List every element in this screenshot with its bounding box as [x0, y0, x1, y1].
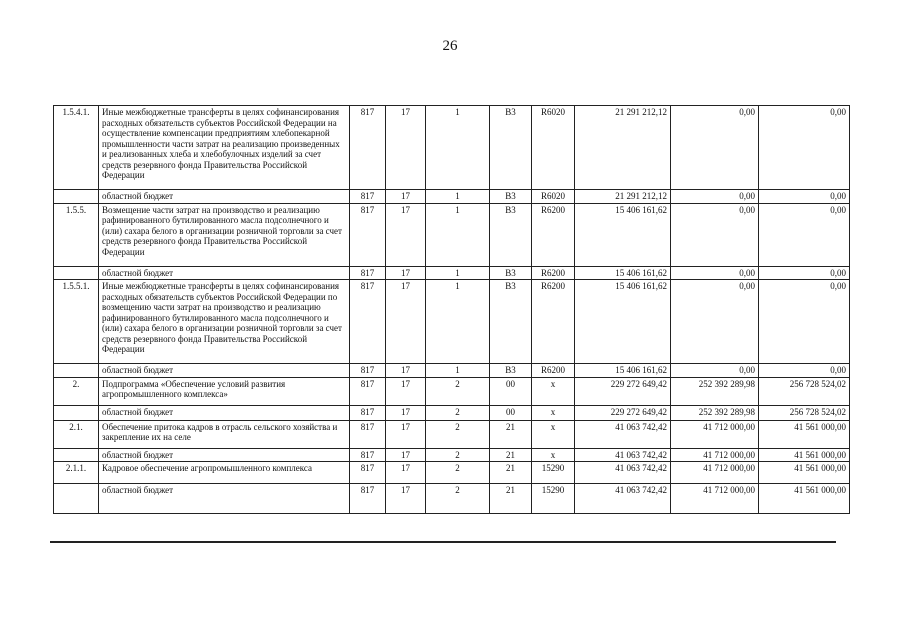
code-program: 17 — [386, 364, 426, 378]
amount-year-3: 41 561 000,00 — [759, 484, 850, 514]
code-subprogram: 2 — [426, 484, 490, 514]
code-program: 17 — [386, 190, 426, 204]
code-event: В3 — [490, 266, 532, 280]
code-direction: R6020 — [532, 106, 575, 190]
row-number: 2.1.1. — [54, 462, 99, 484]
amount-year-2: 252 392 289,98 — [671, 377, 759, 405]
row-number — [54, 405, 99, 420]
amount-year-2: 41 712 000,00 — [671, 484, 759, 514]
code-program: 17 — [386, 448, 426, 462]
amount-year-1: 21 291 212,12 — [575, 106, 671, 190]
amount-year-3: 0,00 — [759, 203, 850, 266]
code-event: 21 — [490, 462, 532, 484]
code-program: 17 — [386, 462, 426, 484]
code-ministry: 817 — [350, 203, 386, 266]
code-subprogram: 1 — [426, 364, 490, 378]
amount-year-1: 15 406 161,62 — [575, 280, 671, 364]
table-bottom-rule — [50, 541, 836, 543]
code-event: 21 — [490, 420, 532, 448]
page-number: 26 — [442, 38, 458, 54]
amount-year-3: 256 728 524,02 — [759, 405, 850, 420]
budget-table — [53, 105, 850, 514]
amount-year-2: 0,00 — [671, 190, 759, 204]
code-subprogram: 1 — [426, 106, 490, 190]
code-ministry: 817 — [350, 448, 386, 462]
row-description: Иные межбюджетные трансферты в целях софинансирования расходных обязательств субъектов Российской Федерации на осуществление компенсации предприятиям хлебопекарной промышленности части затрат на реализацию произведенных и реализованных хлеба и хлебобулочных изделий за счет средств резервного фонда Правительства Российской Федерации — [99, 106, 350, 190]
amount-year-2: 41 712 000,00 — [671, 420, 759, 448]
row-number: 2. — [54, 377, 99, 405]
amount-year-2: 0,00 — [671, 203, 759, 266]
code-direction: R6200 — [532, 280, 575, 364]
amount-year-2: 41 712 000,00 — [671, 462, 759, 484]
row-description: Иные межбюджетные трансферты в целях софинансирования расходных обязательств субъектов Российской Федерации по возмещению части затрат на производство и реализацию рафинированного бутилированного масла подсолнечного и (или) сахара белого в организации розничной торговли за счет средств резервного фонда Правительства Российской Федерации — [99, 280, 350, 364]
code-ministry: 817 — [350, 266, 386, 280]
amount-year-3: 41 561 000,00 — [759, 462, 850, 484]
row-number — [54, 484, 99, 514]
row-number: 1.5.5. — [54, 203, 99, 266]
amount-year-1: 41 063 742,42 — [575, 462, 671, 484]
code-subprogram: 1 — [426, 190, 490, 204]
amount-year-2: 0,00 — [671, 266, 759, 280]
code-event: В3 — [490, 280, 532, 364]
code-subprogram: 1 — [426, 280, 490, 364]
code-event: В3 — [490, 190, 532, 204]
row-number — [54, 364, 99, 378]
code-subprogram: 2 — [426, 377, 490, 405]
amount-year-1: 15 406 161,62 — [575, 266, 671, 280]
table-row — [54, 266, 850, 280]
row-description: областной бюджет — [99, 448, 350, 462]
code-ministry: 817 — [350, 106, 386, 190]
row-description: областной бюджет — [99, 364, 350, 378]
code-ministry: 817 — [350, 280, 386, 364]
amount-year-1: 21 291 212,12 — [575, 190, 671, 204]
row-description: Обеспечение притока кадров в отрасль сельского хозяйства и закрепление их на селе — [99, 420, 350, 448]
code-event: В3 — [490, 106, 532, 190]
table-row — [54, 203, 850, 266]
table-row — [54, 448, 850, 462]
code-program: 17 — [386, 106, 426, 190]
amount-year-1: 229 272 649,42 — [575, 405, 671, 420]
code-subprogram: 2 — [426, 405, 490, 420]
row-description: областной бюджет — [99, 266, 350, 280]
table-row — [54, 484, 850, 514]
code-subprogram: 2 — [426, 448, 490, 462]
amount-year-1: 41 063 742,42 — [575, 420, 671, 448]
amount-year-3: 0,00 — [759, 280, 850, 364]
code-subprogram: 1 — [426, 203, 490, 266]
code-direction: х — [532, 448, 575, 462]
row-number: 1.5.4.1. — [54, 106, 99, 190]
code-subprogram: 1 — [426, 266, 490, 280]
row-description: областной бюджет — [99, 484, 350, 514]
amount-year-2: 0,00 — [671, 280, 759, 364]
amount-year-2: 252 392 289,98 — [671, 405, 759, 420]
code-program: 17 — [386, 484, 426, 514]
code-event: 00 — [490, 377, 532, 405]
amount-year-2: 41 712 000,00 — [671, 448, 759, 462]
row-description: Кадровое обеспечение агропромышленного комплекса — [99, 462, 350, 484]
table-row — [54, 377, 850, 405]
amount-year-3: 0,00 — [759, 106, 850, 190]
row-number: 2.1. — [54, 420, 99, 448]
amount-year-1: 229 272 649,42 — [575, 377, 671, 405]
row-description: областной бюджет — [99, 190, 350, 204]
code-subprogram: 2 — [426, 462, 490, 484]
amount-year-1: 15 406 161,62 — [575, 364, 671, 378]
code-event: 21 — [490, 448, 532, 462]
amount-year-3: 0,00 — [759, 190, 850, 204]
code-subprogram: 2 — [426, 420, 490, 448]
code-direction: R6020 — [532, 190, 575, 204]
code-ministry: 817 — [350, 377, 386, 405]
amount-year-1: 15 406 161,62 — [575, 203, 671, 266]
code-event: В3 — [490, 364, 532, 378]
amount-year-2: 0,00 — [671, 106, 759, 190]
code-ministry: 817 — [350, 420, 386, 448]
code-direction: R6200 — [532, 266, 575, 280]
row-number — [54, 266, 99, 280]
amount-year-3: 41 561 000,00 — [759, 448, 850, 462]
code-direction: R6200 — [532, 364, 575, 378]
code-ministry: 817 — [350, 462, 386, 484]
amount-year-3: 0,00 — [759, 266, 850, 280]
table-row — [54, 405, 850, 420]
table-row — [54, 106, 850, 190]
code-program: 17 — [386, 420, 426, 448]
table-row — [54, 190, 850, 204]
table-row — [54, 280, 850, 364]
table-row — [54, 462, 850, 484]
amount-year-3: 0,00 — [759, 364, 850, 378]
code-direction: х — [532, 420, 575, 448]
code-program: 17 — [386, 203, 426, 266]
code-direction: х — [532, 377, 575, 405]
code-direction: 15290 — [532, 484, 575, 514]
code-direction: R6200 — [532, 203, 575, 266]
code-program: 17 — [386, 405, 426, 420]
row-number — [54, 448, 99, 462]
row-number — [54, 190, 99, 204]
code-program: 17 — [386, 377, 426, 405]
amount-year-1: 41 063 742,42 — [575, 448, 671, 462]
amount-year-1: 41 063 742,42 — [575, 484, 671, 514]
amount-year-3: 256 728 524,02 — [759, 377, 850, 405]
code-ministry: 817 — [350, 190, 386, 204]
code-event: 00 — [490, 405, 532, 420]
code-ministry: 817 — [350, 364, 386, 378]
row-description: областной бюджет — [99, 405, 350, 420]
row-description: Подпрограмма «Обеспечение условий развития агропромышленного комплекса» — [99, 377, 350, 405]
code-ministry: 817 — [350, 484, 386, 514]
code-program: 17 — [386, 280, 426, 364]
code-direction: 15290 — [532, 462, 575, 484]
code-ministry: 817 — [350, 405, 386, 420]
code-event: В3 — [490, 203, 532, 266]
amount-year-2: 0,00 — [671, 364, 759, 378]
row-description: Возмещение части затрат на производство и реализацию рафинированного бутилированного масла подсолнечного и (или) сахара белого в организации розничной торговли за счет средств резервного фонда Правительства Российской Федерации — [99, 203, 350, 266]
table-row — [54, 364, 850, 378]
code-program: 17 — [386, 266, 426, 280]
table-row — [54, 420, 850, 448]
amount-year-3: 41 561 000,00 — [759, 420, 850, 448]
code-event: 21 — [490, 484, 532, 514]
row-number: 1.5.5.1. — [54, 280, 99, 364]
code-direction: х — [532, 405, 575, 420]
